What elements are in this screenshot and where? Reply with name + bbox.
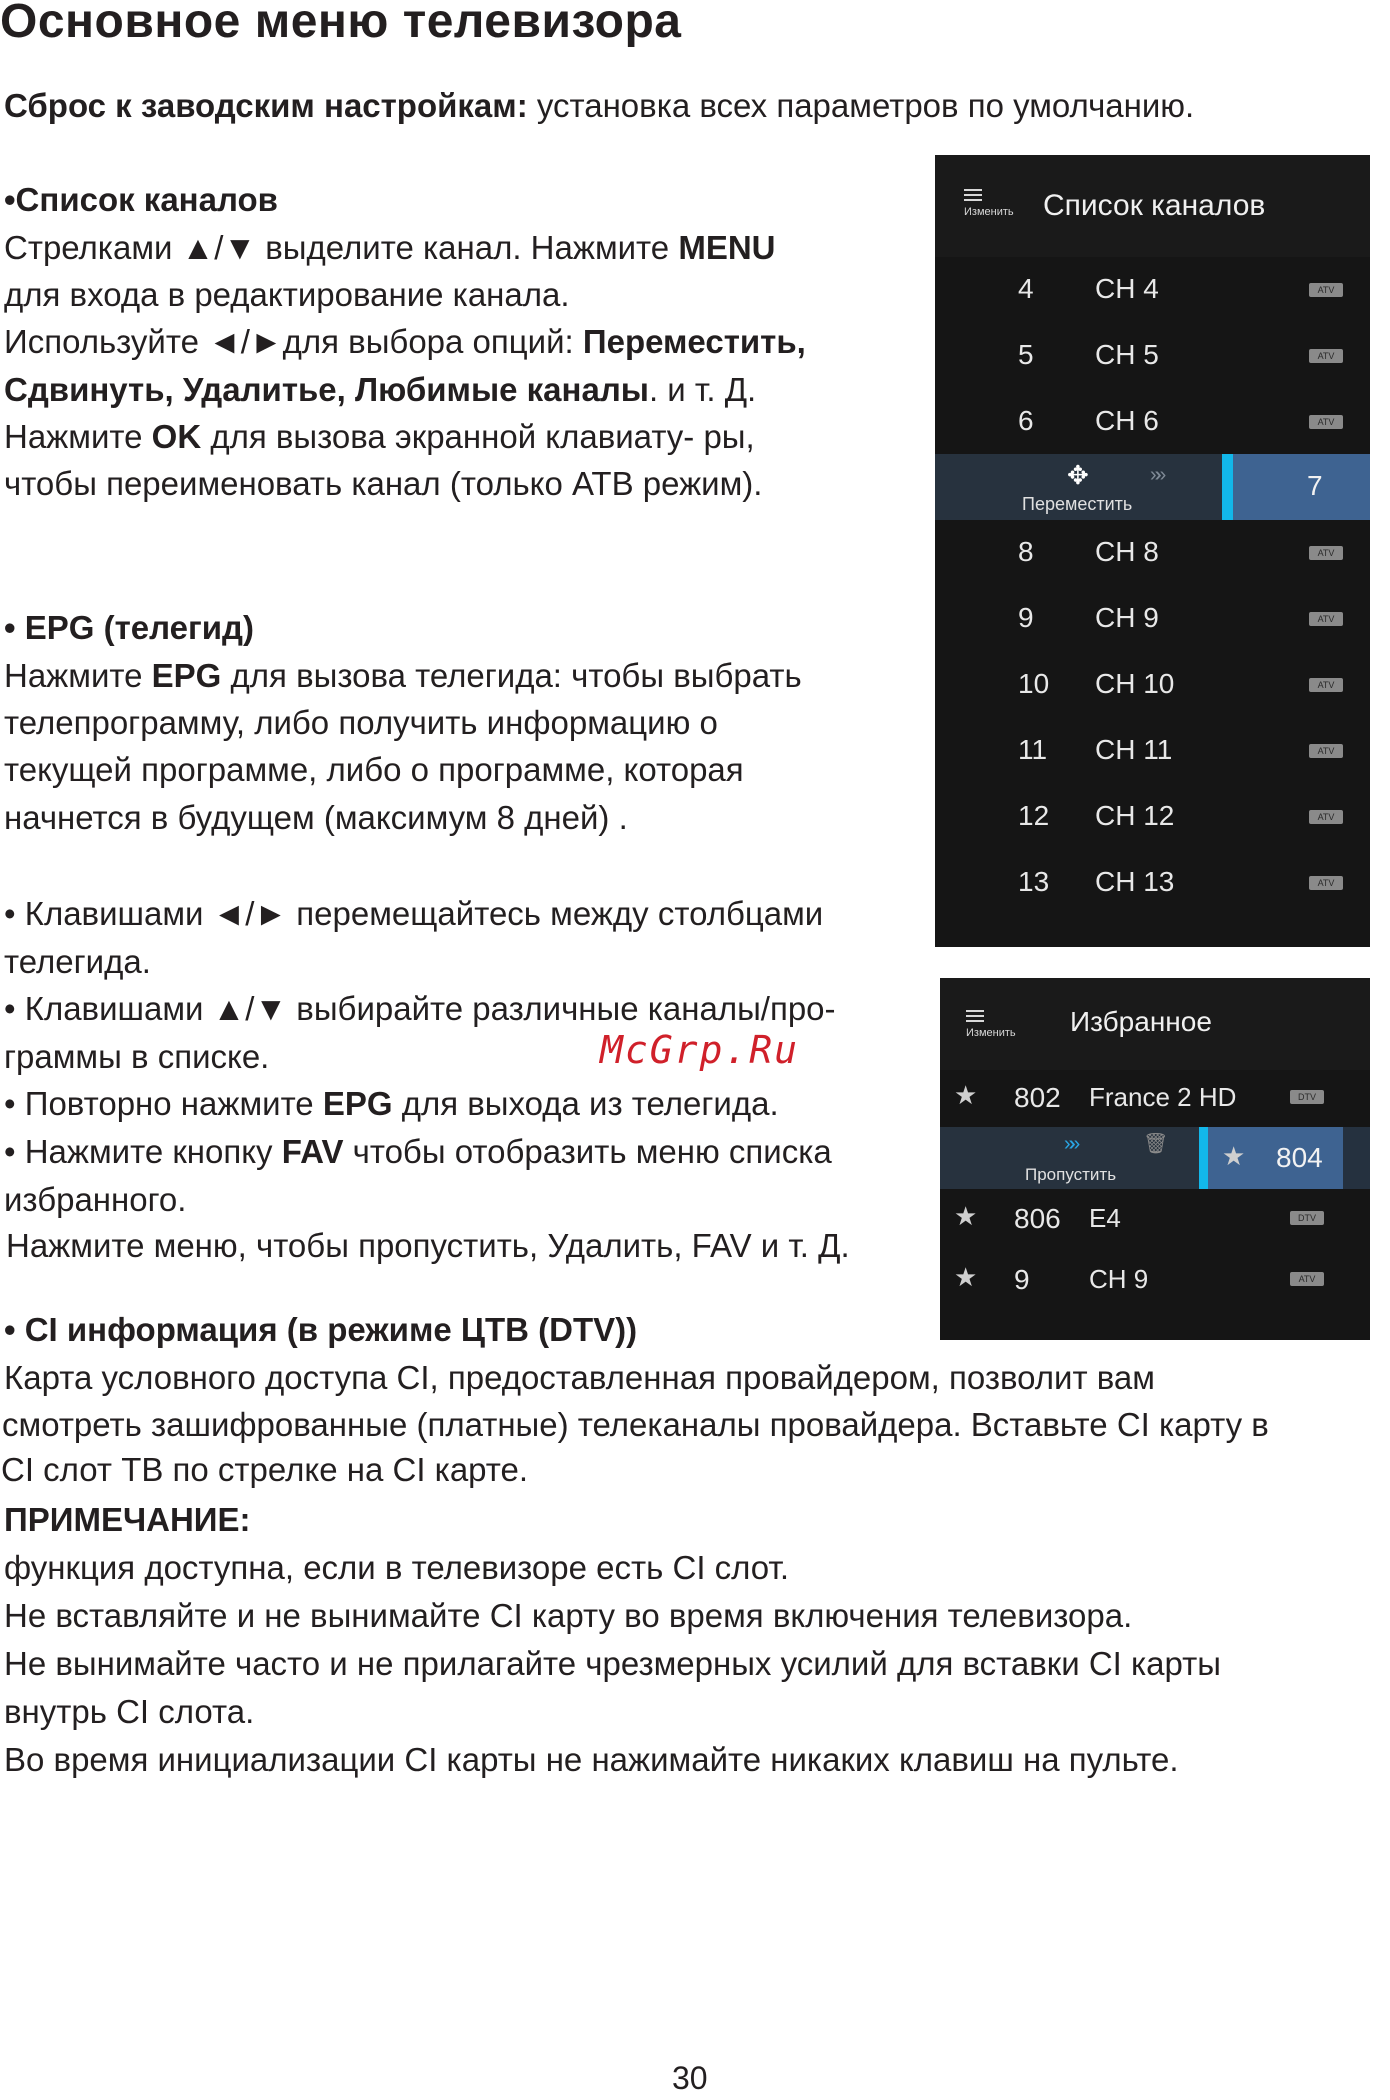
- fav-edit-menu-icon[interactable]: Изменить: [966, 1010, 1022, 1038]
- note-line-3-cont: внутрь CI слота.: [4, 1693, 255, 1730]
- epg-bullet-3: • Повторно нажмите EPG для выхода из телегида.: [4, 1085, 779, 1122]
- signal-type-badge: ATV: [1309, 678, 1343, 692]
- channel-panel-title: Список каналов: [1043, 189, 1266, 222]
- signal-type-badge: ATV: [1309, 612, 1343, 626]
- epg-heading: • EPG (телегид): [4, 609, 254, 646]
- channel-row[interactable]: [935, 652, 1370, 718]
- epg-bullet-1-cont: телегида.: [4, 943, 151, 980]
- signal-type-badge: ATV: [1290, 1272, 1324, 1286]
- channel-number: 13: [1018, 866, 1050, 897]
- move-option-label: Переместить: [1022, 494, 1133, 514]
- fav-channel-row[interactable]: [940, 1066, 1370, 1126]
- ci-line-1: Карта условного доступа CI, предоставленная провайдером, позволит вам: [4, 1359, 1155, 1396]
- fav-channel-name: CH 9: [1089, 1264, 1149, 1294]
- channel-number: 4: [1018, 273, 1034, 304]
- channel-row[interactable]: [935, 389, 1370, 455]
- channel-list-line-3: Используйте ◄/►для выбора опций: Переместить,: [4, 323, 806, 360]
- epg-line-2: телепрограмму, либо получить информацию о: [4, 704, 718, 741]
- channel-row[interactable]: [935, 784, 1370, 850]
- channel-name: CH 4: [1095, 273, 1159, 304]
- watermark: McGrp.Ru: [600, 1028, 800, 1072]
- signal-type-badge: DTV: [1290, 1090, 1324, 1104]
- fav-channel-number: 806: [1014, 1203, 1061, 1234]
- fav-channel-number: 9: [1014, 1264, 1030, 1295]
- channel-list-line-1: Стрелками ▲/▼ выделите канал. Нажмите MENU: [4, 229, 776, 266]
- star-icon: ★: [954, 1080, 978, 1110]
- epg-line-3: текущей программе, либо о программе, которая: [4, 751, 744, 788]
- note-heading: ПРИМЕЧАНИЕ:: [4, 1501, 251, 1538]
- channel-list-panel: [935, 155, 1370, 947]
- channel-number: 12: [1018, 800, 1050, 831]
- epg-bullet-5: Нажмите меню, чтобы пропустить, Удалить, FAV и т. Д.: [6, 1227, 850, 1264]
- channel-row[interactable]: [935, 520, 1370, 586]
- skip-icon[interactable]: »»: [1150, 464, 1161, 486]
- note-line-2: Не вставляйте и не вынимайте CI карту во время включения телевизора.: [4, 1597, 1133, 1634]
- signal-type-badge: ATV: [1309, 876, 1343, 890]
- channel-row[interactable]: [935, 718, 1370, 784]
- channel-list-line-6: чтобы переименовать канал (только АТВ режим).: [4, 465, 763, 502]
- fav-channel-number: 802: [1014, 1082, 1061, 1113]
- star-icon: ★: [954, 1201, 978, 1231]
- selected-channel-row[interactable]: [935, 454, 1370, 520]
- reset-label: Сброс к заводским настройкам:: [4, 87, 528, 124]
- reset-paragraph: [4, 86, 1194, 126]
- signal-type-badge: ATV: [1309, 349, 1343, 363]
- channel-row[interactable]: [935, 257, 1370, 323]
- channel-list-heading: •Список каналов: [4, 181, 278, 218]
- fav-selection-bar: [1199, 1127, 1208, 1189]
- signal-type-badge: ATV: [1309, 283, 1343, 297]
- note-line-3: Не вынимайте часто и не прилагайте чрезмерных усилий для вставки CI карты: [4, 1645, 1221, 1682]
- ci-line-2: смотреть зашифрованные (платные) телеканалы провайдера. Вставьте CI карту в: [2, 1406, 1269, 1443]
- channel-row[interactable]: [935, 586, 1370, 652]
- fav-selected-num: 804: [1276, 1142, 1323, 1173]
- channel-name: CH 9: [1095, 602, 1159, 633]
- delete-icon[interactable]: 🗑: [1143, 1133, 1169, 1155]
- note-line-1: функция доступна, если в телевизоре есть CI слот.: [4, 1549, 790, 1586]
- selected-channel-box[interactable]: [1233, 454, 1370, 520]
- fav-panel-header: [940, 978, 1370, 1070]
- fav-options: [940, 1127, 1199, 1189]
- signal-type-badge: ATV: [1309, 744, 1343, 758]
- channel-row[interactable]: [935, 323, 1370, 389]
- page-number: 30: [672, 2060, 708, 2096]
- star-icon: ★: [1222, 1141, 1246, 1171]
- note-line-4: Во время инициализации CI карты не нажимайте никаких клавиш на пульте.: [4, 1741, 1179, 1778]
- epg-bullet-4-cont: избранного.: [4, 1181, 187, 1218]
- channel-options: [935, 454, 1222, 520]
- channel-number: 8: [1018, 536, 1034, 567]
- channel-panel-header: [935, 155, 1370, 257]
- epg-bullet-4: • Нажмите кнопку FAV чтобы отобразить меню списка: [4, 1133, 832, 1170]
- channel-number: 9: [1018, 602, 1034, 633]
- fav-channel-row[interactable]: [940, 1248, 1370, 1308]
- epg-line-1: Нажмите EPG для вызова телегида: чтобы выбрать: [4, 657, 802, 694]
- epg-bullet-2-cont: граммы в списке.: [4, 1038, 270, 1075]
- channel-number: 6: [1018, 405, 1034, 436]
- channel-list-line-2: для входа в редактирование канала.: [4, 276, 570, 313]
- signal-type-badge: ATV: [1309, 810, 1343, 824]
- channel-row[interactable]: [935, 850, 1370, 916]
- channel-name: CH 8: [1095, 536, 1159, 567]
- epg-bullet-1: • Клавишами ◄/► перемещайтесь между столбцами: [4, 895, 824, 932]
- skip-icon[interactable]: »»: [1064, 1133, 1075, 1155]
- star-icon: ★: [954, 1262, 978, 1292]
- fav-selected-box[interactable]: [1208, 1127, 1343, 1189]
- reset-text: установка всех параметров по умолчанию.: [527, 87, 1195, 124]
- channel-list-line-4: Сдвинуть, Удалитье, Любимые каналы. и т. Д.: [4, 371, 757, 408]
- fav-channel-row[interactable]: [940, 1187, 1370, 1247]
- selection-bar: [1222, 454, 1233, 520]
- favorites-panel: [940, 978, 1370, 1340]
- channel-name: CH 11: [1095, 734, 1173, 765]
- fav-panel-title: Избранное: [1070, 1006, 1212, 1037]
- signal-type-badge: ATV: [1309, 546, 1343, 560]
- channel-name: CH 5: [1095, 339, 1159, 370]
- fav-channel-name: E4: [1089, 1203, 1121, 1233]
- channel-number: 11: [1018, 734, 1048, 765]
- selected-channel-num: 7: [1307, 470, 1323, 501]
- ci-heading: • CI информация (в режиме ЦТВ (DTV)): [4, 1311, 638, 1348]
- channel-name: CH 13: [1095, 866, 1175, 897]
- channel-number: 5: [1018, 339, 1034, 370]
- ci-line-3: CI слот ТВ по стрелке на CI карте.: [1, 1451, 529, 1488]
- epg-bullet-2: • Клавишами ▲/▼ выбирайте различные каналы/про-: [4, 990, 836, 1027]
- channel-number: 10: [1018, 668, 1050, 699]
- signal-type-badge: ATV: [1309, 415, 1343, 429]
- channel-name: CH 10: [1095, 668, 1175, 699]
- epg-line-4: начнется в будущем (максимум 8 дней) .: [4, 799, 628, 836]
- move-icon[interactable]: ✥: [1067, 460, 1089, 490]
- signal-type-badge: DTV: [1290, 1211, 1324, 1225]
- channel-name: CH 6: [1095, 405, 1159, 436]
- channel-list-line-5: Нажмите OK для вызова экранной клавиату- ры,: [4, 418, 755, 455]
- fav-channel-name: France 2 HD: [1089, 1082, 1237, 1112]
- edit-menu-icon[interactable]: Изменить: [964, 189, 1020, 217]
- page-title: Основное меню телевизора: [0, 0, 682, 48]
- fav-selected-row[interactable]: [940, 1127, 1370, 1189]
- skip-option-label: Пропустить: [1025, 1165, 1117, 1184]
- channel-name: CH 12: [1095, 800, 1175, 831]
